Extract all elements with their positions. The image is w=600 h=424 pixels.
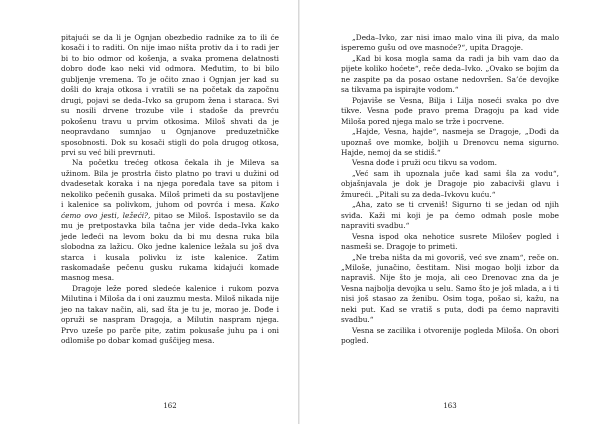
paragraph: „Aha, zato se ti crveniš! Sigurno ti se jedan od njih sviđa. Kaži mi koji je pa ćemo odmah posle mobe napraviti svadbu.“ [341, 200, 559, 231]
paragraph: Vesna dođe i pruži ocu tikvu sa vodom. [352, 158, 497, 168]
paragraph: Vesna se zacilika i otvorenije pogleda Miloša. On obori pogled. [341, 325, 559, 346]
left-page-text [61, 33, 279, 347]
page-number: 163 [443, 402, 457, 410]
paragraph: „Hajde, Vesna, hajde“, nasmeja se Dragoje, „Dođi da upoznaš ove momke, boljih u Drenovcu nema sigurno. Hajde, nemoj da se stidiš.“ [341, 127, 559, 157]
paragraph: „Deda–Ivko, zar nisi imao malo vina ili piva, da malo isperemo gušu od ove masnoće?“, upita Dragoje. [341, 33, 559, 53]
paragraph: Dragoje leže pored sledeće kalenice i rukom pozva Milutina i Miloša da i oni zauzmu mesta. Miloš nikada nije jeo na takav način, ali, sad šta je tu je, morao je. Dođe i opruži se naspram Dragoja, a Milutin naspram njega. Prvo uzeše po parče pite, zatim pokusaše juhu pa i oni odlomiše po dobar komad guščijeg mesa. [61, 283, 279, 346]
paragraph [61, 158, 279, 283]
paragraph: Pojaviše se Vesna, Bilja i Lilja noseći svaka po dve tikve. Vesna pođe pravo prema Dragoju pa kad vide Miloša pored njega malo se trže i pocrvene. [341, 95, 559, 126]
right-page [300, 0, 600, 424]
paragraph-text: Na početku trećeg otkosa čekala ih je Mileva sa užinom. Bila je prostrla čisto platno po travi u dužini od dvadesetak koraka i na njega poređala tave sa pitom i nekoliko pečenih gusaka. Miloš primeti da su postavljene i kalenice sa polivkom, juhom od povrća i mesa. [61, 158, 279, 210]
right-page-text [341, 33, 559, 347]
paragraph: Vesna ispod oka nehotice susrete Milošev pogled i nasmeši se. Dragoje to primeti. [341, 231, 559, 252]
paragraph: „Kad bi kosa mogla sama da radi ja bih vam dao da pijete koliko hoćete“, reče deda–Ivko. „Ovako se bojim da ne zaspite pa da posao ostane nedovršen. Sa’će devojke sa tikvama pa ispirajte vodom.“ [341, 53, 559, 95]
paragraph-text: Ispostavilo se da mu je pretpostavka bila tačna jer vide deda–Ivka kako jede leđeći na levom boku da bi mu desna ruka bila slobodna za lažicu. Oko jedne kalenice ležala su još dva starca i kusala polivku iz iste kalenice. Zatim raskomadaše pečenu gusku rukama kidajući komade masnog mesa. [61, 210, 279, 283]
paragraph: „Već sam ih upoznala juče kad sami šla za vodu“, objašnjavala je dok je Dragoje pio zabacivši glavu i žmureći. „Pitali su za deda–Ivkovu kuću.“ [341, 168, 559, 199]
left-page [0, 0, 299, 424]
page-number: 162 [163, 402, 177, 410]
paragraph: pitajući se da li je Ognjan obezbedio radnike za to ili će kosači i to raditi. On nije imao ništa protiv da i to radi jer bi to bio odmor od košenja, a svaka promena delatnosti dobro dođe kao neki vid odmora. Međutim, to bi bilo gubljenje vremena. To je očito znao i Ognjan jer kad su došli do kraja otkosa i vratili se na početak da započnu drugi, pojavi se deda–Ivko sa grupom žena i staraca. Svi su nosili drvene trozube vile i stadoše da prevrću pokošenu travu u prvim otkosima. Miloš shvati da je neopravdano sumnjao u Ognjanove preduzetničke sposobnosti. Dok su kosači stigli do pola drugog otkosa, prvi su već bili prevrnuti. [61, 33, 279, 157]
paragraph: „Ne treba ništa da mi govoriš, već sve znam“, reče on. „Miloše, junačino, čestitam. Nisi mogao bolji izbor da napraviš. Nije što je moja, ali ceo Drenovac zna da je Vesna najbolja devojka u selu. Samo što je još mlada, a i ti nisi još stasao za ženibu. Osim toga, pošao si, kažu, na neki put. Kad se vratiš s puta, dođi pa ćemo napraviti svadbu.“ [341, 252, 559, 325]
italic-question: Kako ćemo ovo jesti, ležeći?, [61, 200, 279, 220]
paragraph-text: pitao se Miloš. [150, 210, 211, 220]
